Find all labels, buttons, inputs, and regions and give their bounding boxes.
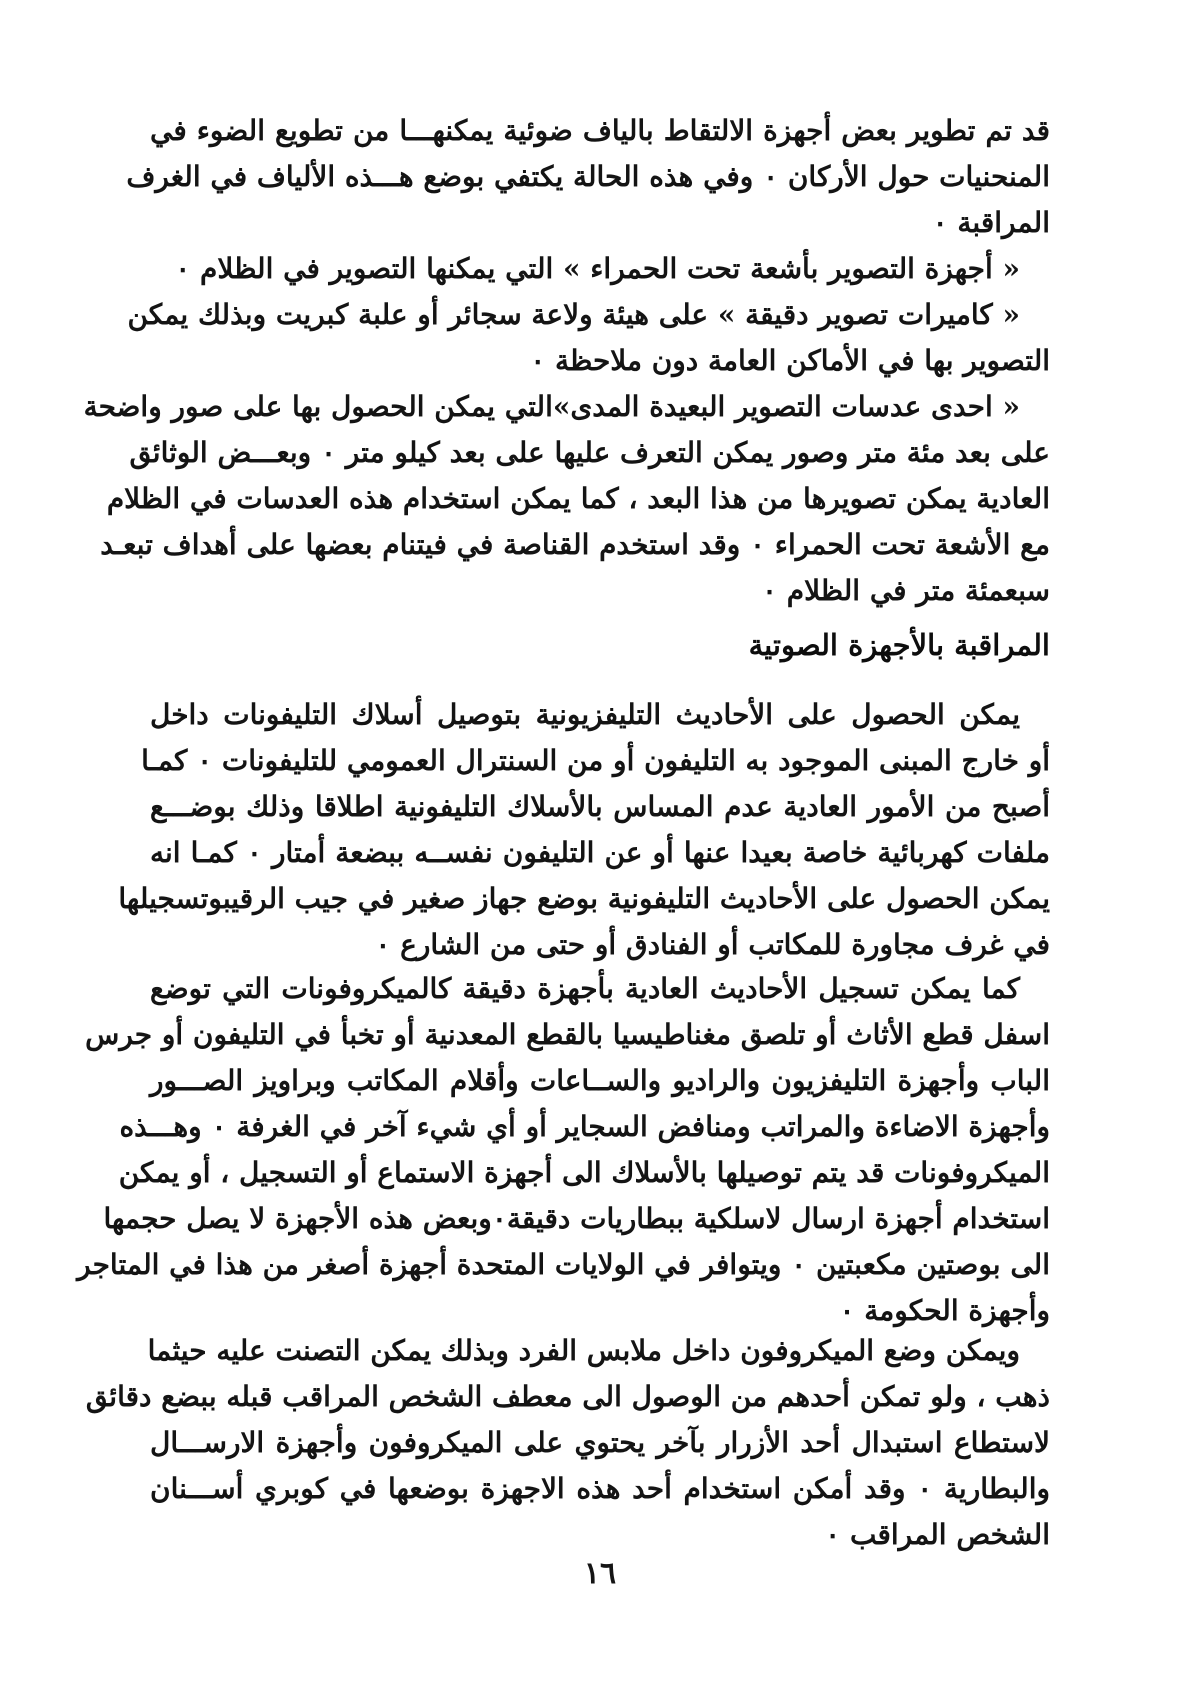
text-line: الميكروفونات قد يتم توصيلها بالأسلاك الى أجهزة الاستماع أو التسجيل ، أو يمكن [118, 1156, 1050, 1189]
paragraph-long-lens [83, 384, 1050, 614]
paragraph-microphones [77, 966, 1050, 1334]
text-line: التصوير بها في الأماكن العامة دون ملاحظة ٠ [530, 344, 1050, 377]
text-line: مع الأشعة تحت الحمراء ٠ وقد استخدم القناصة في فيتنام بعضها على أهداف تبعـد [100, 528, 1050, 561]
text-line: استخدام أجهزة ارسال لاسلكية ببطاريات دقيقة٠وبعض هذه الأجهزة لا يصل حجمها [103, 1202, 1050, 1235]
paragraph-phone-tapping [118, 692, 1050, 968]
text-line: يمكن الحصول على الأحاديث التليفزيونية بتوصيل أسلاك التليفونات داخل [150, 698, 1020, 731]
text-line: أو خارج المبنى الموجود به التليفون أو من السنترال العمومي للتليفونات ٠ كمـا [141, 744, 1050, 777]
text-line: الى بوصتين مكعبتين ٠ ويتوافر في الولايات المتحدة أجهزة أصغر من هذا في المتاجر [77, 1248, 1050, 1281]
text-line: قد تم تطوير بعض أجهزة الالتقاط بالياف ضوئية يمكنهـــا من تطويع الضوء في [150, 114, 1050, 147]
text-line: ملفات كهربائية خاصة بعيدا عنها أو عن التليفون نفســه ببضعة أمتار ٠ كمـا انه [150, 836, 1050, 869]
text-line: وأجهزة الحكومة ٠ [839, 1294, 1050, 1327]
text-line: ذهب ، ولو تمكن أحدهم من الوصول الى معطف الشخص المراقب قبله ببضع دقائق [85, 1380, 1050, 1413]
text-line: اسفل قطع الأثاث أو تلصق مغناطيسيا بالقطع المعدنية أو تخبأ في التليفون أو جرس [85, 1018, 1050, 1051]
paragraph-cameras [127, 246, 1050, 384]
text-line: « كاميرات تصوير دقيقة » على هيئة ولاعة سجائر أو علبة كبريت وبذلك يمكن [127, 298, 1020, 331]
text-line: المراقبة ٠ [932, 206, 1050, 239]
text-line: وأجهزة الاضاءة والمراتب ومنافض السجاير أو أي شيء آخر في الغرفة ٠ وهـــذه [119, 1110, 1050, 1143]
text-line: العادية يمكن تصويرها من هذا البعد ، كما يمكن استخدام هذه العدسات في الظلام [106, 482, 1050, 515]
text-line: الباب وأجهزة التليفزيون والراديو والســاعات وأقلام المكاتب وبراويز الصـــور [150, 1064, 1050, 1097]
text-line: لاستطاع استبدال أحد الأزرار بآخر يحتوي على الميكروفون وأجهزة الارســـال [150, 1426, 1051, 1459]
text-line: المنحنيات حول الأركان ٠ وفي هذه الحالة يكتفي بوضع هـــذه الألياف في الغرف [126, 160, 1050, 193]
text-line: ويمكن وضع الميكروفون داخل ملابس الفرد وبذلك يمكن التصنت عليه حيثما [147, 1334, 1020, 1367]
text-line: الشخص المراقب ٠ [825, 1518, 1050, 1551]
text-line: يمكن الحصول على الأحاديث التليفونية بوضع جهاز صغير في جيب الرقيبوتسجيلها [118, 882, 1050, 915]
page-number: ١٦ [583, 1556, 617, 1591]
text-line: على بعد مئة متر وصور يمكن التعرف عليها على بعد كيلو متر ٠ وبعـــض الوثائق [129, 436, 1050, 469]
text-line: سبعمئة متر في الظلام ٠ [761, 574, 1050, 607]
text-line: « أجهزة التصوير بأشعة تحت الحمراء » التي يمكنها التصوير في الظلام ٠ [175, 252, 1020, 285]
text-line: في غرف مجاورة للمكاتب أو الفنادق أو حتى من الشارع ٠ [375, 928, 1050, 961]
text-line: والبطارية ٠ وقد أمكن استخدام أحد هذه الاجهزة بوضعها في كوبري أســـنان [150, 1472, 1050, 1505]
text-line: أصبح من الأمور العادية عدم المساس بالأسلاك التليفونية اطلاقا وذلك بوضـــع [150, 790, 1050, 823]
paragraph-clothing-mic [85, 1328, 1051, 1558]
text-line: « احدى عدسات التصوير البعيدة المدى»التي يمكن الحصول بها على صور واضحة [83, 390, 1020, 423]
text-line: كما يمكن تسجيل الأحاديث العادية بأجهزة دقيقة كالميكروفونات التي توضع [150, 972, 1021, 1005]
section-heading: المراقبة بالأجهزة الصوتية [748, 628, 1050, 662]
paragraph-fiber-optics [126, 108, 1050, 246]
